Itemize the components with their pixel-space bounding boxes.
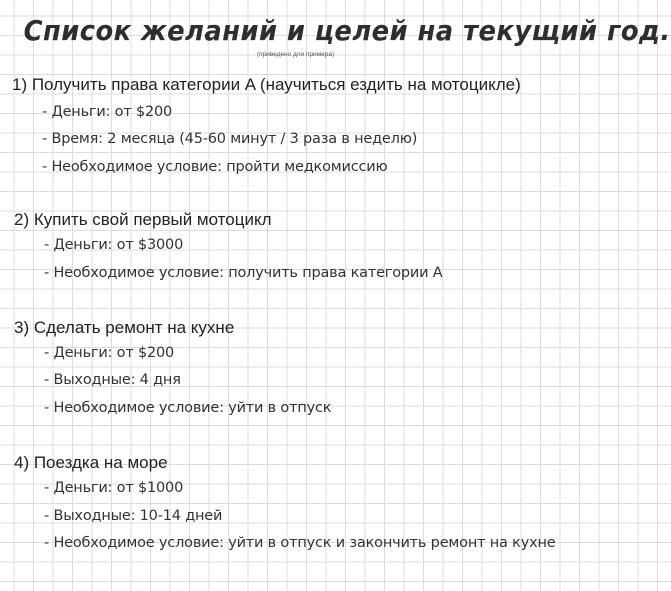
goal-3-item-money: - Деньги: от $200 <box>44 345 175 361</box>
goal-2-title: 2) Купить свой первый мотоцикл <box>14 210 272 229</box>
goal-2-item-money: - Деньги: от $3000 <box>44 237 184 253</box>
goal-4-item-money: - Деньги: от $1000 <box>44 480 184 496</box>
page-title: Список желаний и целей на текущий год. <box>23 14 671 47</box>
goal-4-item-weekends: - Выходные: 10-14 дней <box>44 508 223 524</box>
goal-3-item-condition: - Необходимое условие: уйти в отпуск <box>44 400 332 416</box>
goal-1-item-condition: - Необходимое условие: пройти медкомиссию <box>42 159 388 175</box>
goal-4-title: 4) Поездка на море <box>14 453 168 472</box>
goal-2-item-condition: - Необходимое условие: получить права категории А <box>44 265 443 281</box>
page-subtitle: (приведено для примера) <box>256 51 335 58</box>
goal-4-item-condition: - Необходимое условие: уйти в отпуск и закончить ремонт на кухне <box>44 535 556 551</box>
goal-3-title: 3) Сделать ремонт на кухне <box>14 318 235 337</box>
goal-3-item-weekends: - Выходные: 4 дня <box>44 372 181 388</box>
goal-1-title: 1) Получить права категории A (научиться ездить на мотоцикле) <box>12 75 521 94</box>
goal-1-item-time: - Время: 2 месяца (45-60 минут / 3 раза в неделю) <box>42 131 418 147</box>
goal-1-item-money: - Деньги: от $200 <box>42 104 173 120</box>
